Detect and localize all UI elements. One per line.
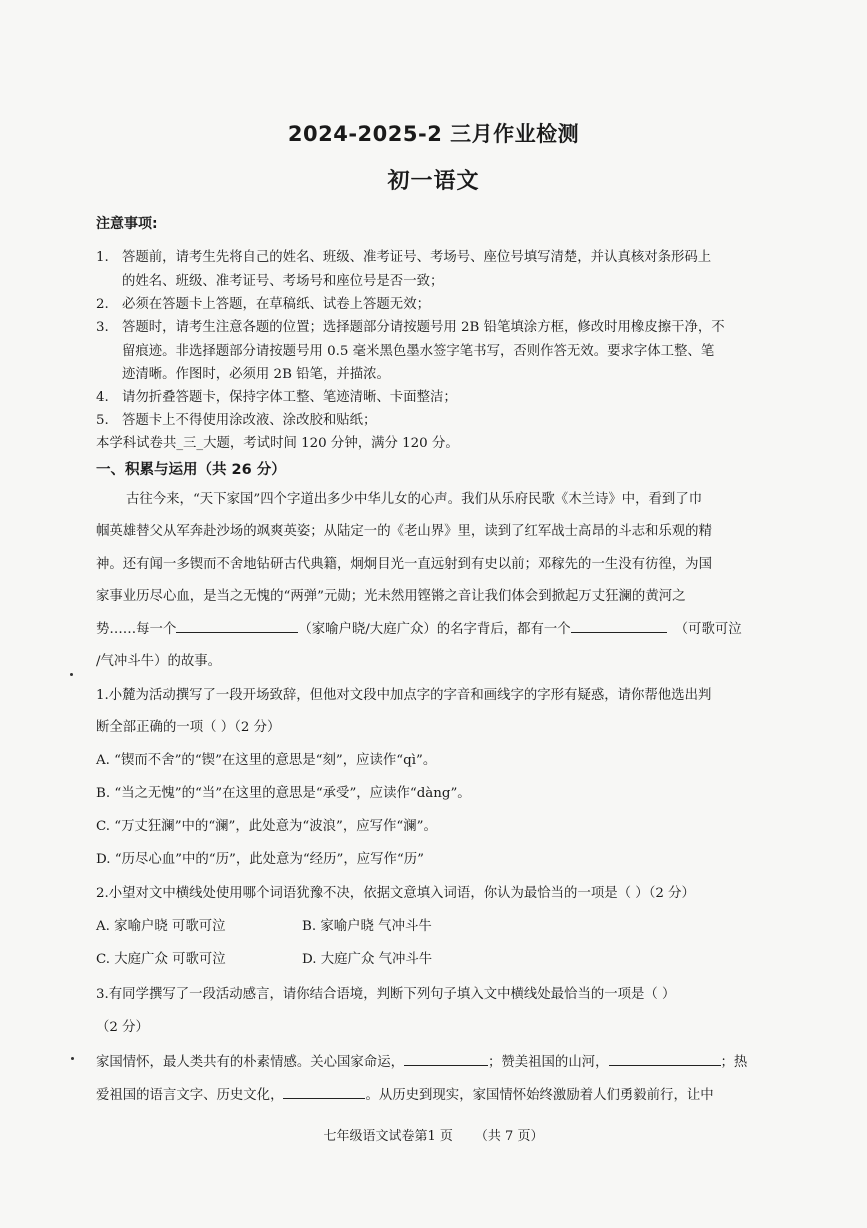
question-1-stem: 1.小麓为活动撰写了一段开场致辞，但他对文段中加点字的字音和画线字的字形有疑惑，请你帮他选出判 — [96, 688, 712, 703]
notice-heading: 注意事项: — [96, 216, 158, 232]
question-2-option-d: D. 大庭广众 气冲斗牛 — [302, 952, 433, 967]
exam-title: 2024-2025-2 三月作业检测 — [287, 122, 580, 146]
question-1-stem-cont: 断全部正确的一项（ ）（2 分） — [96, 720, 281, 735]
exam-subject: 初一语文 — [387, 169, 480, 194]
question-3-stem: 3.有同学撰写了一段活动感言，请你结合语境，判断下列句子填入文中横线处最恰当的一项是（ ） — [96, 987, 676, 1002]
question-3-stem-cont: （2 分） — [96, 1020, 149, 1035]
notice-item-2: 2. 必须在答题卡上答题，在草稿纸、试卷上答题无效； — [96, 297, 430, 312]
exam-summary: 本学科试卷共_三_大题，考试时间 120 分钟，满分 120 分。 — [96, 436, 459, 451]
notice-item-3-cont2: 迹清晰。作图时，必须用 2B 铅笔，并描浓。 — [122, 367, 390, 382]
question-3-text: 家国情怀，最人类共有的朴素情感。关心国家命运， ；赞美祖国的山河， ；热 — [96, 1051, 747, 1070]
question-1-option-d: D. “历尽心血”中的“历”，此处意为“经历”，应写作“历” — [96, 852, 424, 867]
notice-item-4: 4. 请勿折叠答题卡，保持字体工整、笔迹清晰、卡面整洁； — [96, 390, 457, 405]
passage-line: /气冲斗牛）的故事。 — [96, 654, 222, 669]
passage-line: 古往今来，“天下家国”四个字道出多少中华儿女的心声。我们从乐府民歌《木兰诗》中，看到了巾 — [126, 492, 703, 507]
passage-line: 家事业历尽心血，是当之无愧的“两弹”元勋；光未然用铿锵之音让我们体会到掀起万丈狂澜的黄河之 — [96, 589, 686, 604]
fill-blank-1[interactable] — [176, 619, 298, 633]
question-1-option-a: A. “锲而不舍”的“锲”在这里的意思是“刻”，应读作“qì”。 — [96, 753, 437, 768]
passage-line: 帼英雄替父从军奔赴沙场的飒爽英姿；从陆定一的《老山界》里，读到了红军战士高昂的斗志和乐观的精 — [96, 524, 712, 539]
page-footer: 七年级语文试卷第1 页 （共 7 页） — [323, 1129, 544, 1144]
fill-blank-2[interactable] — [571, 619, 667, 633]
fill-blank-4[interactable] — [609, 1052, 721, 1066]
section-1-heading: 一、积累与运用（共 26 分） — [96, 462, 286, 478]
scan-speck — [70, 673, 73, 676]
passage-line: 势……每一个 （家喻户晓/大庭广众）的名字背后，都有一个 （可歌可泣 — [96, 618, 742, 637]
notice-item-3: 3. 答题时，请考生注意各题的位置；选择题部分请按题号用 2B 铅笔填涂方框，修改时用橡皮擦干净，不 — [96, 320, 725, 335]
passage-line: 神。还有闻一多锲而不舍地钻研古代典籍，炯炯目光一直远射到有史以前；邓稼先的一生没有彷徨，为国 — [96, 557, 712, 572]
notice-item-1: 1. 答题前，请考生先将自己的姓名、班级、准考证号、考场号、座位号填写清楚，并认真核对条形码上 — [96, 250, 712, 265]
question-2-option-c: C. 大庭广众 可歌可泣 — [96, 952, 226, 967]
notice-item-1-cont: 的姓名、班级、准考证号、考场号和座位号是否一致； — [122, 274, 444, 289]
fill-blank-3[interactable] — [404, 1052, 488, 1066]
question-1-option-c: C. “万丈狂澜”中的“澜”，此处意为“波浪”，应写作“澜”。 — [96, 819, 437, 834]
question-1-option-b: B. “当之无愧”的“当”在这里的意思是“承受”，应读作“dàng”。 — [96, 786, 471, 801]
scan-speck — [71, 1057, 74, 1060]
notice-item-5: 5. 答题卡上不得使用涂改液、涂改胶和贴纸； — [96, 413, 377, 428]
fill-blank-5[interactable] — [283, 1085, 365, 1099]
question-2-stem: 2.小望对文中横线处使用哪个词语犹豫不决，依据文意填入词语，你认为最恰当的一项是（ ）（2 分） — [96, 886, 695, 901]
question-2-option-b: B. 家喻户晓 气冲斗牛 — [302, 919, 432, 934]
notice-item-3-cont: 留痕迹。非选择题部分请按题号用 0.5 毫米黑色墨水签字笔书写，否则作答无效。要求字体工整、笔 — [122, 344, 715, 359]
question-3-text-cont: 爱祖国的语言文字、历史文化， 。从历史到现实，家国情怀始终激励着人们勇毅前行，让中 — [96, 1084, 714, 1103]
question-2-option-a: A. 家喻户晓 可歌可泣 — [96, 919, 226, 934]
